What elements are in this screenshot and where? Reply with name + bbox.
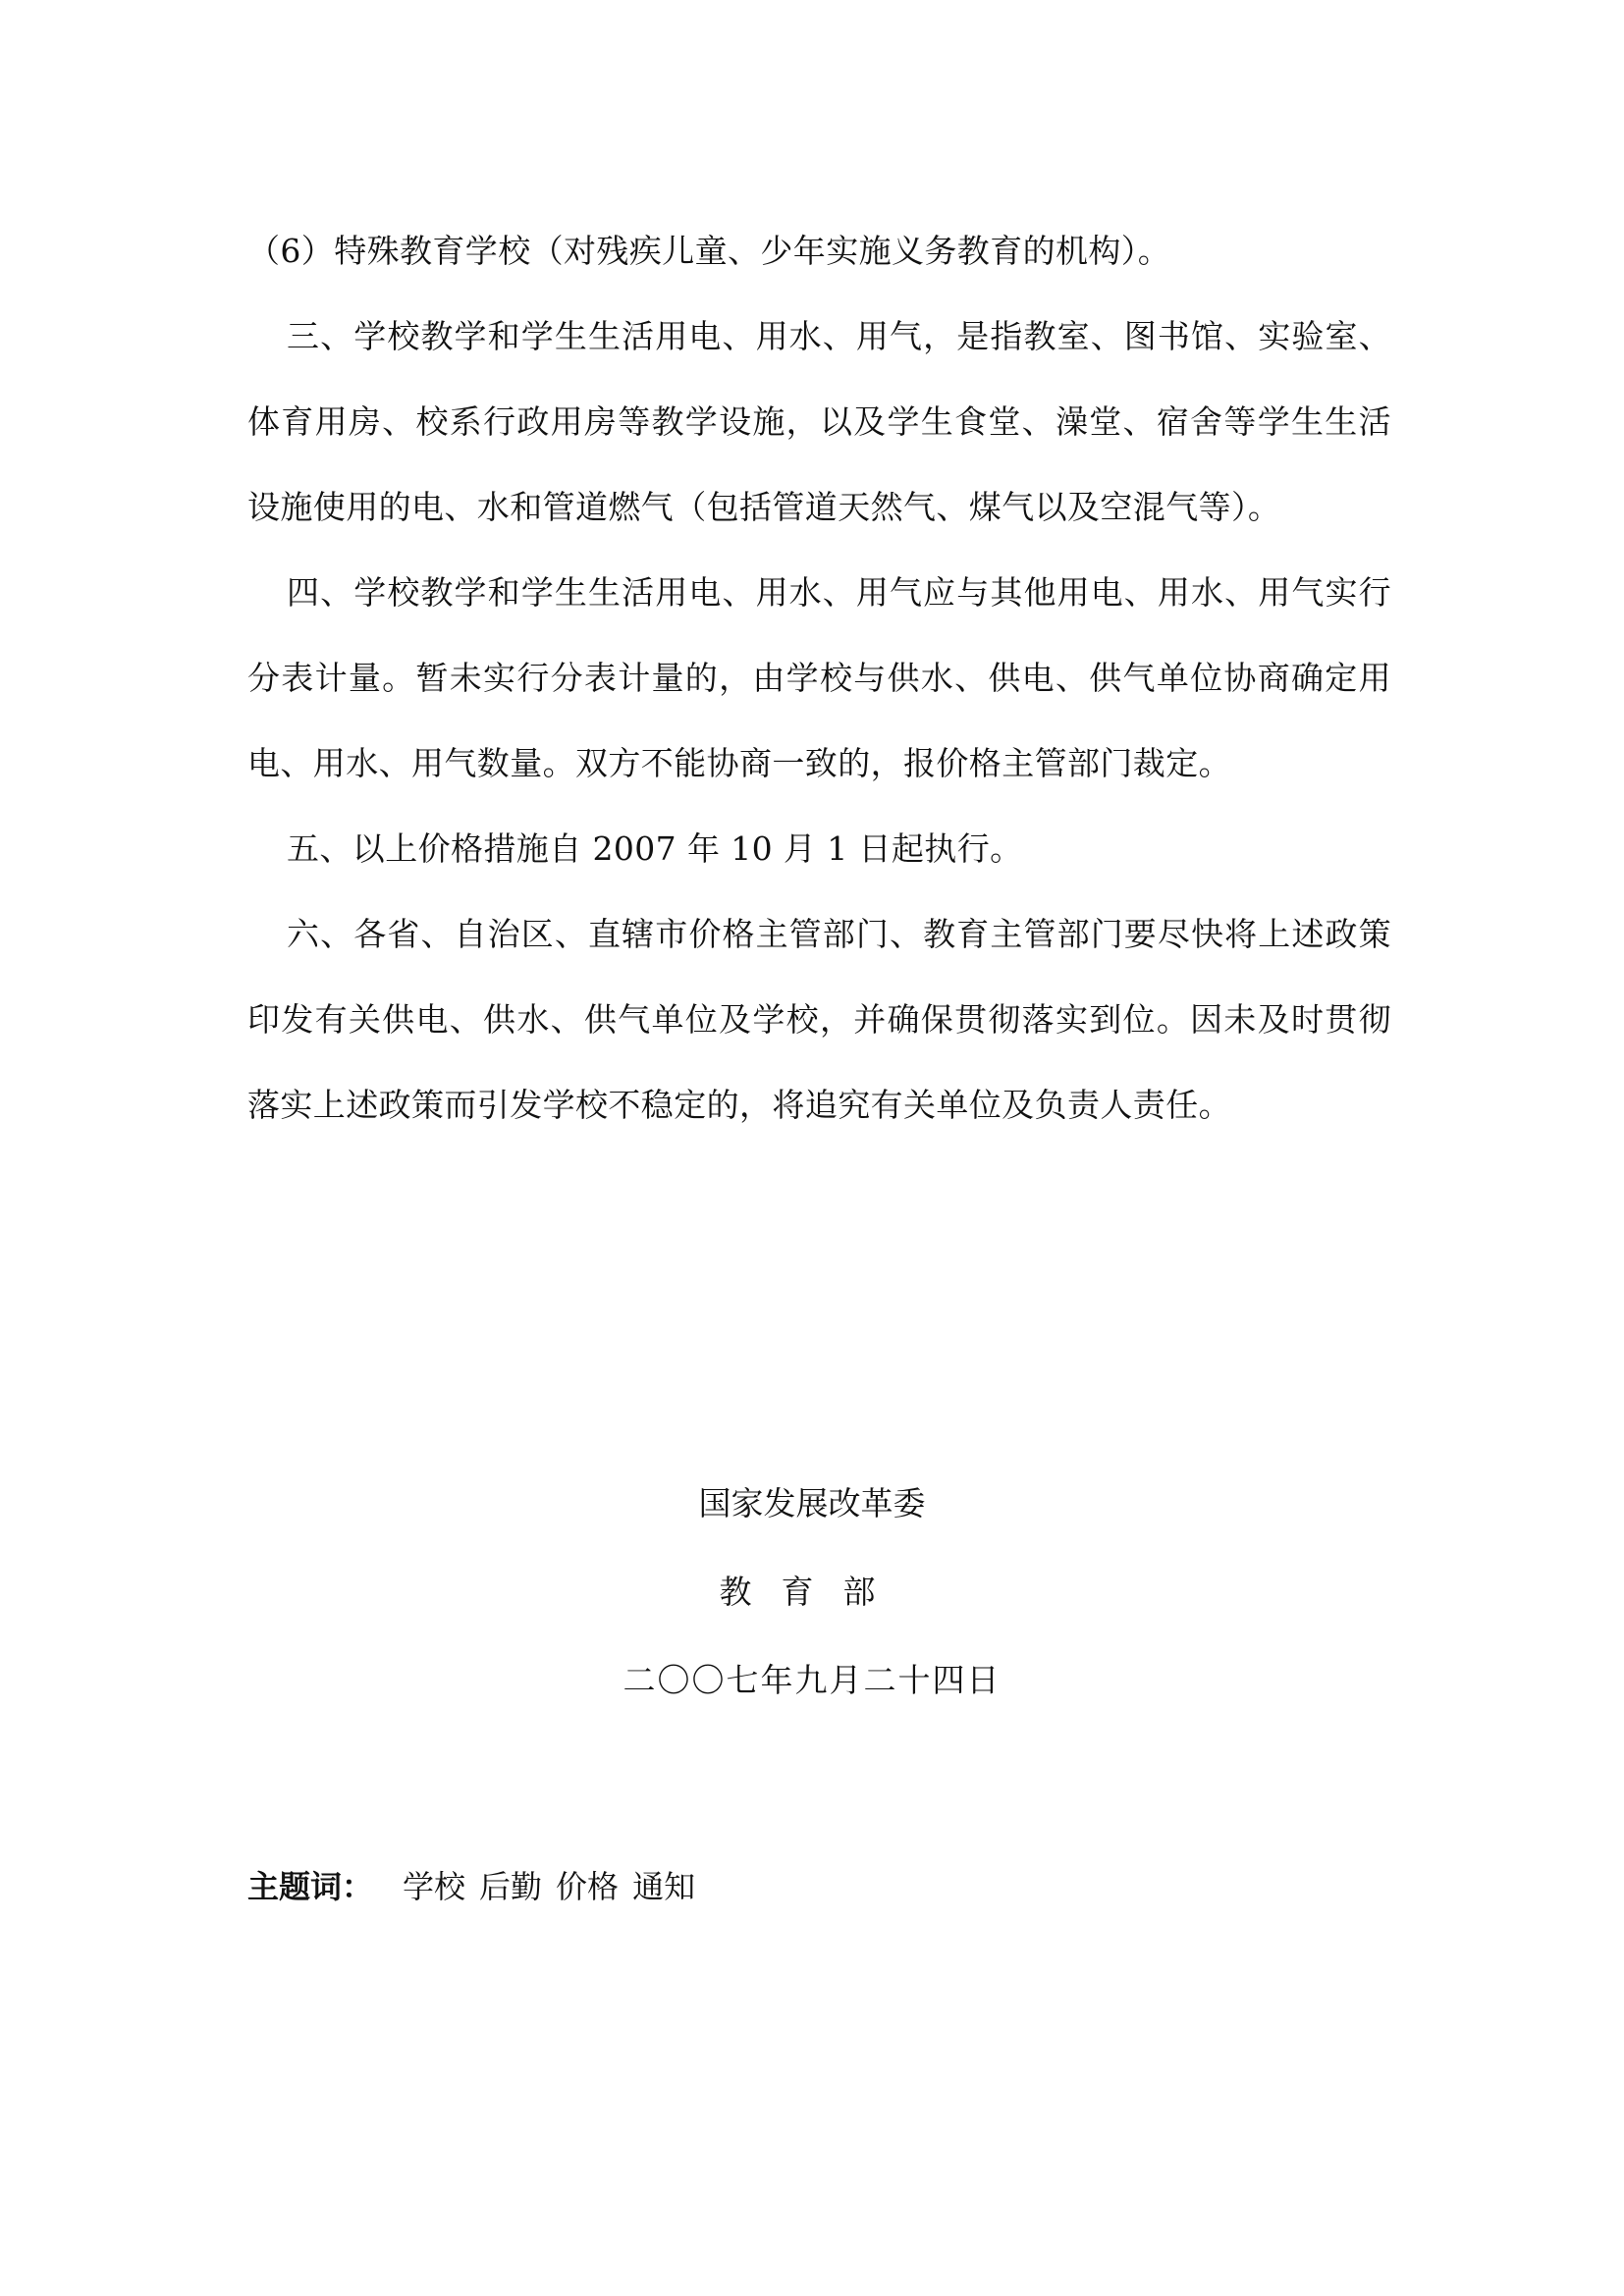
keywords-label: 主题词： [247,1868,374,1905]
paragraph-section-6: 六、各省、自治区、直辖市价格主管部门、教育主管部门要尽快将上述政策印发有关供电、供水、供气单位及学校，并确保贯彻落实到位。因未及时贯彻落实上述政策而引发学校不稳定的，将追究有关单位及负责人责任。 [247,915,1391,1124]
keyword-item: 学校 [403,1868,466,1905]
paragraph-section-4: 四、学校教学和学生生活用电、用水、用气应与其他用电、用水、用气实行分表计量。暂未实行分表计量的，由学校与供水、供电、供气单位协商确定用电、用水、用气数量。双方不能协商一致的，报价格主管部门裁定。 [247,573,1391,782]
paragraph-section-3: 三、学校教学和学生生活用电、用水、用气，是指教室、图书馆、实验室、体育用房、校系行政用房等教学设施，以及学生食堂、澡堂、宿舍等学生生活设施使用的电、水和管道燃气（包括管道天然气、煤气以及空混气等）。 [247,317,1391,526]
signature-org-moe: 教育部 [719,1573,905,1611]
keyword-item: 价格 [556,1868,620,1905]
paragraph-section-5: 五、以上价格措施自 2007 年 10 月 1 日起执行。 [287,829,1023,868]
signature-org-ndrc: 国家发展改革委 [698,1484,926,1522]
keyword-item: 通知 [632,1868,696,1905]
paragraph-item-6: （6）特殊教育学校（对残疾儿童、少年实施义务教育的机构）。 [247,232,1171,270]
keywords-line [247,1867,709,1906]
document-body [247,208,1391,1148]
keyword-item: 后勤 [479,1868,543,1905]
signature-date: 二〇〇七年九月二十四日 [623,1661,1001,1699]
